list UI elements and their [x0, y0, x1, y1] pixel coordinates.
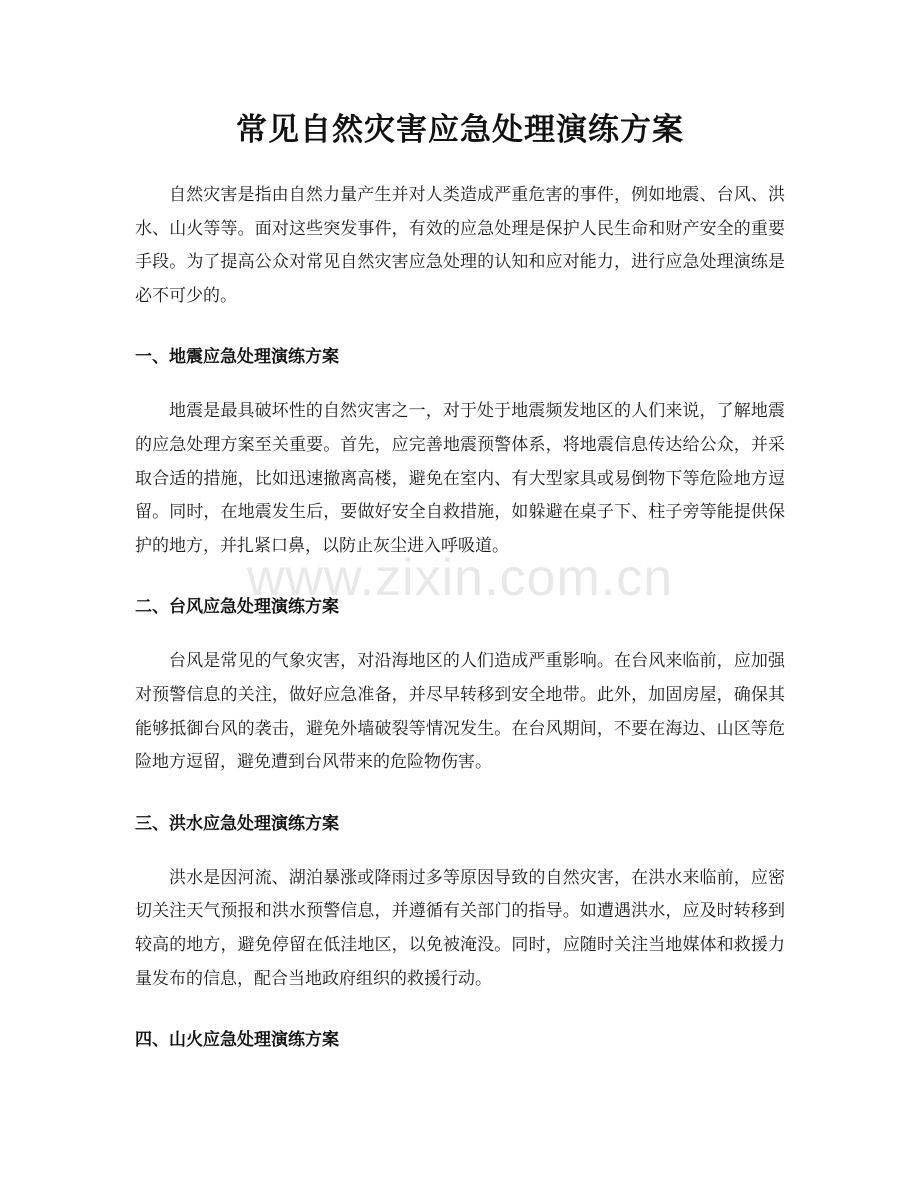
section-body-earthquake: 地震是最具破坏性的自然灾害之一，对于处于地震频发地区的人们来说，了解地震的应急处理方案至关重要。首先，应完善地震预警体系，将地震信息传达给公众，并采取合适的措施，比如迅速撤离高楼，避免在室内、有大型家具或易倒物下等危险地方逗留。同时，在地震发生后，要做好安全自救措施，如躲避在桌子下、柱子旁等能提供保护的地方，并扎紧口鼻，以防止灰尘进入呼吸道。 — [135, 401, 785, 556]
site-watermark: www.zixin.com.cn — [246, 549, 674, 607]
document-body — [135, 179, 785, 1054]
section-body-flood: 洪水是因河流、湖泊暴涨或降雨过多等原因导致的自然灾害，在洪水来临前，应密切关注天气预报和洪水预警信息，并遵循有关部门的指导。如遭遇洪水，应及时转移到较高的地方，避免停留在低洼地区，以免被淹没。同时，应随时关注当地媒体和救援力量发布的信息，配合当地政府组织的救援行动。 — [135, 867, 785, 989]
section-heading-earthquake: 一、地震应急处理演练方案 — [135, 347, 339, 368]
section-heading-wildfire: 四、山火应急处理演练方案 — [135, 1030, 339, 1051]
section-heading-typhoon: 二、台风应急处理演练方案 — [135, 597, 339, 618]
document-title: 常见自然灾害应急处理演练方案 — [236, 112, 684, 148]
section-body-typhoon: 台风是常见的气象灾害，对沿海地区的人们造成严重影响。在台风来临前，应加强对预警信息的关注，做好应急准备，并尽早转移到安全地带。此外，加固房屋，确保其能够抵御台风的袭击，避免外墙破裂等情况发生。在台风期间，不要在海边、山区等危险地方逗留，避免遭到台风带来的危险物伤害。 — [135, 651, 785, 773]
intro-paragraph: 自然灾害是指由自然力量产生并对人类造成严重危害的事件，例如地震、台风、洪水、山火等等。面对这些突发事件，有效的应急处理是保护人民生命和财产安全的重要手段。为了提高公众对常见自然灾害应急处理的认知和应对能力，进行应急处理演练是必不可少的。 — [135, 185, 785, 306]
section-heading-flood: 三、洪水应急处理演练方案 — [135, 813, 339, 834]
